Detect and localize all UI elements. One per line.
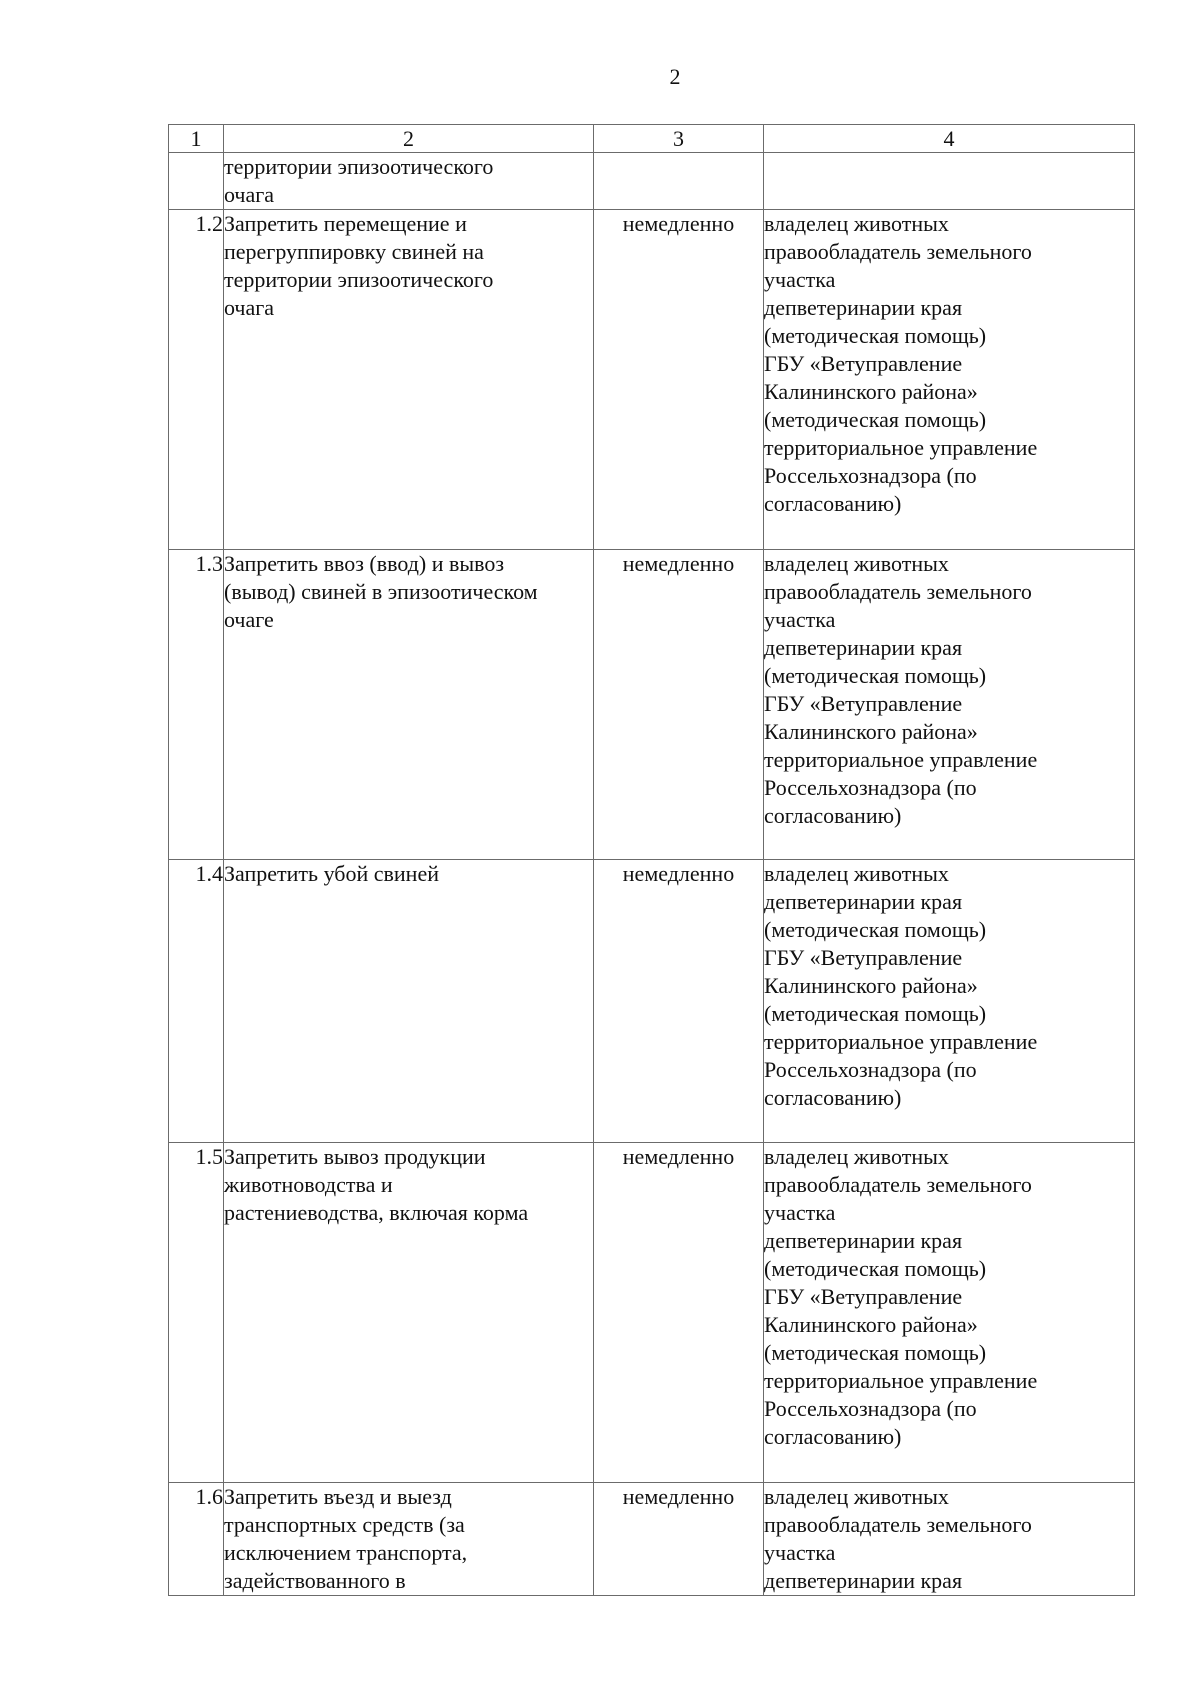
header-cell-2: 2 <box>224 125 594 153</box>
responsible-line: ГБУ «Ветуправление <box>764 1284 963 1309</box>
responsible-line: согласованию) <box>764 1424 902 1449</box>
responsible-cell <box>764 1483 1135 1596</box>
responsible-line: (методическая помощь) <box>764 323 987 348</box>
responsible-line: (методическая помощь) <box>764 1256 987 1281</box>
responsible-line: ГБУ «Ветуправление <box>764 691 963 716</box>
measure-cell <box>224 550 594 860</box>
num-cell: 1.3 <box>169 550 224 860</box>
page-number: 2 <box>669 64 681 89</box>
num-cell: 1.6 <box>169 1483 224 1596</box>
measure-cell <box>224 210 594 550</box>
measure-cell <box>224 1483 594 1596</box>
responsible-line: территориальное управление <box>764 1368 1038 1393</box>
responsible-line: депветеринарии края <box>764 295 963 320</box>
table-row <box>169 860 1135 1143</box>
measure-line: животноводства и <box>224 1172 393 1197</box>
responsible-line: (методическая помощь) <box>764 1001 987 1026</box>
responsible-cell <box>764 1143 1135 1483</box>
responsible-line: ГБУ «Ветуправление <box>764 945 963 970</box>
table-row <box>169 1483 1135 1596</box>
header-cell-3: 3 <box>594 125 764 153</box>
responsible-line: владелец животных <box>764 211 949 236</box>
responsible-line: Россельхознадзора (по <box>764 1396 977 1421</box>
measure-line: Запретить ввоз (ввод) и вывоз <box>224 551 505 576</box>
measure-line: территории эпизоотического <box>224 154 494 179</box>
measure-line: Запретить убой свиней <box>224 861 439 886</box>
responsible-line: (методическая помощь) <box>764 1340 987 1365</box>
responsible-line: территориальное управление <box>764 435 1038 460</box>
measures-table <box>168 124 1135 1596</box>
responsible-line: территориальное управление <box>764 1029 1038 1054</box>
measure-cell <box>224 860 594 1143</box>
responsible-line: Калининского района» <box>764 719 978 744</box>
term-cell: немедленно <box>594 1483 764 1596</box>
responsible-line: территориальное управление <box>764 747 1038 772</box>
num-cell: 1.2 <box>169 210 224 550</box>
responsible-line: владелец животных <box>764 1484 949 1509</box>
measure-line: растениеводства, включая корма <box>224 1200 529 1225</box>
measure-line: очага <box>224 295 275 320</box>
responsible-cell <box>764 550 1135 860</box>
responsible-line: участка <box>764 607 836 632</box>
responsible-line: согласованию) <box>764 1085 902 1110</box>
responsible-line: депветеринарии края <box>764 635 963 660</box>
responsible-line: участка <box>764 1200 836 1225</box>
term-cell: немедленно <box>594 1143 764 1483</box>
responsible-line: (методическая помощь) <box>764 407 987 432</box>
responsible-line: Россельхознадзора (по <box>764 463 977 488</box>
table-row-continuation <box>169 153 1135 210</box>
responsible-line: участка <box>764 267 836 292</box>
term-cell: немедленно <box>594 210 764 550</box>
responsible-line: согласованию) <box>764 803 902 828</box>
table-row <box>169 210 1135 550</box>
header-cell-1: 1 <box>169 125 224 153</box>
table-row <box>169 1143 1135 1483</box>
responsible-cell <box>764 153 1135 210</box>
responsible-line: правообладатель земельного <box>764 1512 1032 1537</box>
term-cell <box>594 153 764 210</box>
measure-cell <box>224 153 594 210</box>
measure-line: задействованного в <box>224 1568 406 1593</box>
table-row <box>169 550 1135 860</box>
responsible-cell <box>764 210 1135 550</box>
responsible-line: (методическая помощь) <box>764 663 987 688</box>
responsible-line: депветеринарии края <box>764 1568 963 1593</box>
num-cell: 1.5 <box>169 1143 224 1483</box>
measure-line: транспортных средств (за <box>224 1512 465 1537</box>
responsible-line: согласованию) <box>764 491 902 516</box>
table-header-row <box>169 125 1135 153</box>
num-cell <box>169 153 224 210</box>
responsible-line: владелец животных <box>764 551 949 576</box>
responsible-line: депветеринарии края <box>764 889 963 914</box>
measure-cell <box>224 1143 594 1483</box>
measure-line: Запретить въезд и выезд <box>224 1484 452 1509</box>
responsible-line: (методическая помощь) <box>764 917 987 942</box>
responsible-line: Россельхознадзора (по <box>764 775 977 800</box>
responsible-line: правообладатель земельного <box>764 239 1032 264</box>
responsible-line: Россельхознадзора (по <box>764 1057 977 1082</box>
term-cell: немедленно <box>594 860 764 1143</box>
measure-line: очаге <box>224 607 274 632</box>
responsible-line: ГБУ «Ветуправление <box>764 351 963 376</box>
measure-line: очага <box>224 182 275 207</box>
measure-line: исключением транспорта, <box>224 1540 468 1565</box>
measure-line: территории эпизоотического <box>224 267 494 292</box>
measure-line: перегруппировку свиней на <box>224 239 484 264</box>
measure-line: Запретить перемещение и <box>224 211 467 236</box>
num-cell: 1.4 <box>169 860 224 1143</box>
measure-line: (вывод) свиней в эпизоотическом <box>224 579 538 604</box>
header-cell-4: 4 <box>764 125 1135 153</box>
responsible-cell <box>764 860 1135 1143</box>
measure-line: Запретить вывоз продукции <box>224 1144 486 1169</box>
responsible-line: владелец животных <box>764 861 949 886</box>
responsible-line: участка <box>764 1540 836 1565</box>
responsible-line: владелец животных <box>764 1144 949 1169</box>
term-cell: немедленно <box>594 550 764 860</box>
responsible-line: Калининского района» <box>764 1312 978 1337</box>
responsible-line: правообладатель земельного <box>764 1172 1032 1197</box>
responsible-line: депветеринарии края <box>764 1228 963 1253</box>
responsible-line: правообладатель земельного <box>764 579 1032 604</box>
responsible-line: Калининского района» <box>764 973 978 998</box>
responsible-line: Калининского района» <box>764 379 978 404</box>
